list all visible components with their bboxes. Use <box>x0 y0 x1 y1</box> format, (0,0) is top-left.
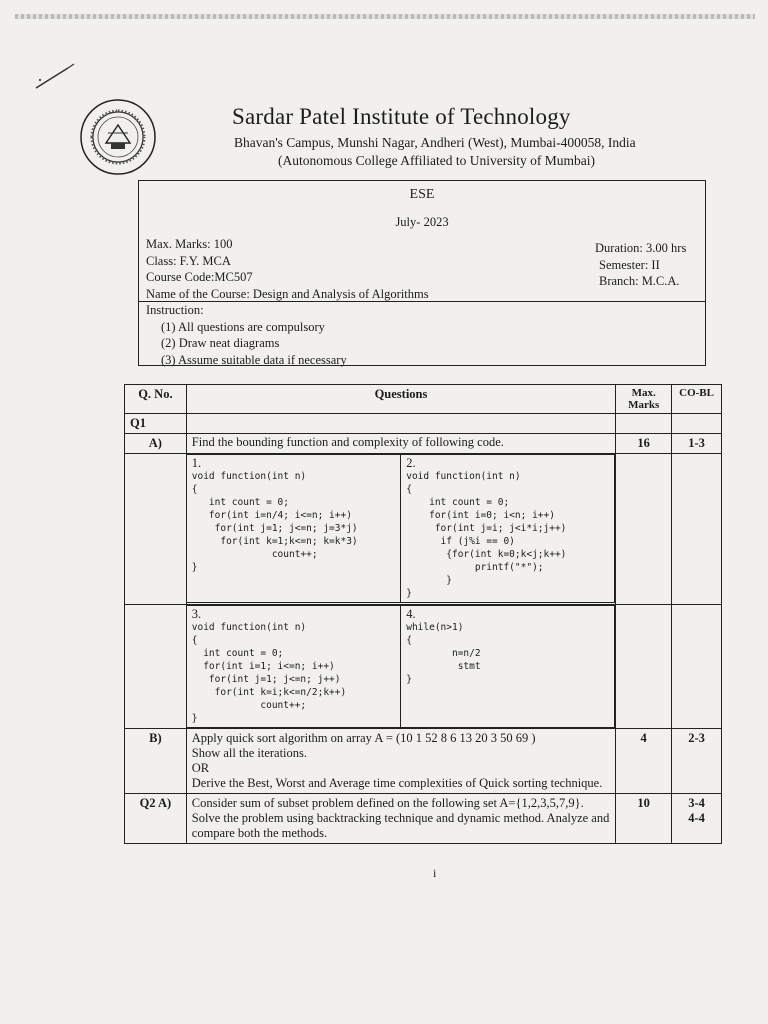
q1a-co: 1-3 <box>672 434 722 454</box>
code-grid <box>187 454 615 603</box>
q1b-line: Apply quick sort algorithm on array A = (10 1 52 8 6 13 20 3 50 69 ) <box>191 731 536 745</box>
code-number: 3. <box>191 607 202 621</box>
class: Class: F.Y. MCA <box>146 253 231 268</box>
course-name: Name of the Course: Design and Analysis of Algorithms <box>146 286 429 301</box>
institute-affiliation: (Autonomous College Affiliated to University of Mumbai) <box>278 153 595 168</box>
q1a-marks: 16 <box>616 434 672 454</box>
code-number: 4. <box>406 607 416 621</box>
pen-mark-icon <box>28 58 88 98</box>
instruction-item: (2) Draw neat diagrams <box>161 336 280 350</box>
exam-details-box <box>138 180 706 366</box>
code-block-2 <box>401 455 615 603</box>
code-block-4 <box>401 606 615 728</box>
code-number: 1. <box>191 456 202 470</box>
instructions-heading: Instruction: <box>146 303 204 317</box>
max-marks: Max. Marks: 100 <box>146 237 233 251</box>
q1-label: Q1 <box>125 414 187 434</box>
code-snippet: void function(int n) { int count = 0; for(int i=1; i<=n; i++) for(int j=1; j<=n; j++) for(int k=i;k<=n/2;k++) count++; } <box>191 622 347 724</box>
exam-right-info <box>595 240 686 290</box>
course-code: Course Code:MC507 <box>146 270 253 284</box>
header-qno: Q. No. <box>125 385 187 414</box>
table-row-q2a <box>125 794 722 844</box>
q2a-co-value: 4-4 <box>688 811 705 825</box>
instruction-item: (1) All questions are compulsory <box>161 319 325 334</box>
code-number: 2. <box>406 456 416 470</box>
header-marks: Max. Marks <box>616 385 672 414</box>
q1b-line: Show all the iterations. <box>191 746 308 760</box>
exam-date: July- 2023 <box>395 215 449 229</box>
q2a-co-value: 3-4 <box>688 796 705 810</box>
q2a-label: Q2 A) <box>125 794 187 844</box>
code-block-3 <box>187 606 401 728</box>
code-block-1 <box>187 455 401 603</box>
code-snippet: void function(int n) { int count = 0; for(int i=n/4; i<=n; i++) for(int j=1; j<=n; j=3*j) for(int k=1;k<=n; k=k*3) count++; } <box>191 471 358 573</box>
exam-title: ESE <box>409 187 435 202</box>
q1b-marks: 4 <box>616 729 672 794</box>
questions-table <box>124 384 722 844</box>
q2a-marks: 10 <box>616 794 672 844</box>
college-seal-icon <box>78 97 158 177</box>
exam-left-info <box>146 236 429 302</box>
header-co: CO-BL <box>672 385 722 414</box>
table-row-code-3-4 <box>125 605 722 729</box>
q1b-line: Derive the Best, Worst and Average time complexities of Quick sorting technique. <box>191 776 603 790</box>
semester: Semester: II <box>599 257 660 272</box>
q1b-co: 2-3 <box>672 729 722 794</box>
q1a-label: A) <box>125 434 187 454</box>
institute-name: Sardar Patel Institute of Technology <box>232 104 571 129</box>
q2a-text: Consider sum of subset problem defined on the following set A={1,2,3,5,7,9}. Solve the problem using backtracking technique and dynamic method. Analyze and compare both the methods. <box>186 794 615 844</box>
branch: Branch: M.C.A. <box>599 274 680 288</box>
table-row-q1b <box>125 729 722 794</box>
header-questions: Questions <box>186 385 615 414</box>
q1b-or: OR <box>191 761 210 775</box>
q1b-label: B) <box>125 729 187 794</box>
institute-address: Bhavan's Campus, Munshi Nagar, Andheri (West), Mumbai-400058, India <box>234 135 636 150</box>
q1a-text: Find the bounding function and complexity of following code. <box>186 434 615 454</box>
duration: Duration: 3.00 hrs <box>595 241 687 255</box>
table-row-q1a <box>125 434 722 454</box>
table-row-code-1-2 <box>125 454 722 605</box>
code-snippet: void function(int n) { int count = 0; for(int i=0; i<n; i++) for(int j=i; j<i*i;j++) if (j%i == 0) {for(int k=0;k<j;k++) printf("*"); } } <box>406 471 567 599</box>
instructions <box>146 302 347 368</box>
scan-artifact <box>15 14 755 19</box>
table-header-row <box>125 385 722 414</box>
q1b-text <box>186 729 615 794</box>
instruction-item: (3) Assume suitable data if necessary <box>161 352 347 367</box>
table-row-q1 <box>125 414 722 434</box>
page-number: i <box>433 866 437 880</box>
code-snippet: while(n>1) { n=n/2 stmt } <box>406 622 481 685</box>
code-grid <box>187 605 615 728</box>
q2a-co <box>672 794 722 844</box>
